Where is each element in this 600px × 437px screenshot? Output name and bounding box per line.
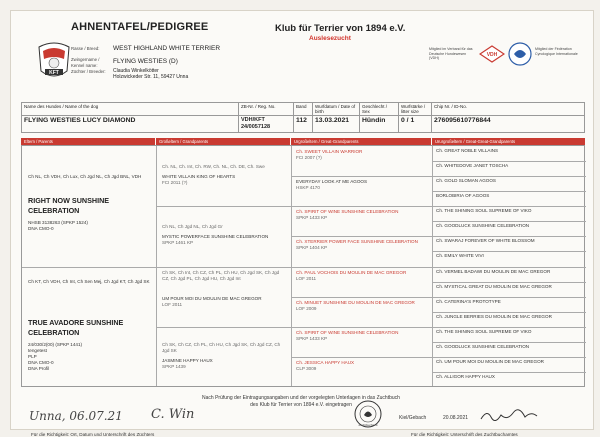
col-sex-header: Geschlecht / Sex <box>360 103 399 116</box>
breeder-label: Züchter / Breeder: <box>71 69 106 74</box>
ggp-name: Ch. EMILY WHITE VIVI <box>436 253 484 258</box>
grandparents-header: Großeltern / Grandparents <box>156 138 290 145</box>
great-great-grandparents-header: Ururgroßeltern / Great-Great-Grandparents <box>432 138 585 145</box>
great-grandparent-reg: HSKP 4170 <box>296 185 320 190</box>
breed-label: Rasse / Breed: <box>71 46 100 51</box>
stamp-text: Zuchtbuchamt <box>358 423 378 427</box>
dam-extra: DNA CMO-0 <box>28 360 54 365</box>
registration-note-1: Nach Prüfung der Eintragungsangaben und der vorgelegten Unterlagen in das Zuchtbuch <box>202 395 400 401</box>
grandparent-name: WHITE VILLAIN KING OF HEARTS <box>162 174 236 179</box>
ggp-name: Ch. MYSTICAL GREAT DU MOULIN DE MAC GREGOR <box>436 284 552 289</box>
breeding-note: Auslesezucht <box>309 35 351 42</box>
ggp-name: Ch. THE SHINING SOUL SUPREME OF VIKO <box>436 329 532 334</box>
dog-litter: 0 / 1 <box>399 116 432 133</box>
grandparent-name: MYSTIC POWERFACE SUNSHINE CELEBRATION <box>162 234 269 239</box>
dam-name-line2: CELEBRATION <box>28 328 80 337</box>
ggp-name: Ch. JUNGLE BERRIES DU MOULIN DE MAC GREGOR <box>436 314 552 319</box>
col-band-header: Band <box>294 103 313 116</box>
sire-titles: Ch NL, Ch VDH, Ch Lux, Ch Jgd NL, Ch Jgd BNL, VDH <box>28 174 142 179</box>
breeder-name: Claudia Winkelkötter <box>113 68 159 74</box>
great-grandparent-name: Ch. SPIRIT OF WINE SUNSHINE CELEBRATION <box>296 209 399 214</box>
dog-info-table <box>21 102 585 133</box>
col-dob-header: Wurfdatum / Date of birth <box>313 103 360 116</box>
great-grandparent-name: Ch. XTERRIER POWER FACE SUNSHINE CELEBRATION <box>296 239 418 244</box>
sire-dna: DNA CMO-0 <box>28 226 54 231</box>
col-chip-header: Chip Nr. / ID-No. <box>432 103 585 116</box>
breeder-address: Holzwickeder Str. 11, 59427 Unna <box>113 74 189 80</box>
fci-caption: Mitglied der Fédération Cynologique Internationale <box>535 47 578 56</box>
col-reg-header: ZB-Nr. / Reg. No. <box>239 103 294 116</box>
great-grandparent-name: Ch. PAUL VOCHOIS DU MOULIN DE MAC GREGOR <box>296 270 407 275</box>
grandparent-reg: SPKP 1461 KP <box>162 240 194 245</box>
fci-logo-icon <box>507 41 533 67</box>
office-signature-icon <box>479 407 539 423</box>
vdh-logo-text: VDH <box>486 52 498 58</box>
kft-logo-text: KFT <box>49 70 59 76</box>
divider <box>432 282 586 283</box>
grandparent-titles: Ch SK, Ch CZ, Ch PL, Ch HU, Ch Jgd SK, Ch Jgd CZ, Ch Jgd SK <box>162 342 281 353</box>
divider <box>432 312 586 313</box>
divider <box>432 146 433 386</box>
grandparent-name: UM POUR MOI DU MOULIN DE MAC GREGOR <box>162 296 262 301</box>
great-grandparent-reg: LOF 2009 <box>296 306 317 311</box>
col-name-header: Name des Hundes / Name of the dog <box>22 103 239 116</box>
great-grandparent-reg: FCI 2007 (?) <box>296 155 322 160</box>
great-grandparent-reg: SPKP 1404 KP <box>296 245 328 250</box>
ggp-name: Ch. ALLIGOR HAPPY HAUX <box>436 374 495 379</box>
kennel-value: FLYING WESTIES (D) <box>113 58 178 65</box>
club-name: Klub für Terrier von 1894 e.V. <box>275 23 406 34</box>
pedigree-certificate <box>10 10 594 437</box>
divider <box>432 342 586 343</box>
breeder-signature-place-date: Unna, 06.07.21 <box>29 409 123 423</box>
grandparent-reg: FCI 2011 (?) <box>162 180 188 185</box>
vdh-caption: Mitglied im Verband für das Deutsche Hundewesen (VDH) <box>429 47 473 60</box>
divider <box>432 191 586 192</box>
divider <box>156 327 586 328</box>
great-grandparent-reg: LOF 2011 <box>296 276 317 281</box>
great-grandparent-name: Ch. JESSICA HAPPY HAUX <box>296 360 355 365</box>
sire-name-line2: CELEBRATION <box>28 206 80 215</box>
great-grandparent-reg: CLP 3009 <box>296 366 317 371</box>
dog-sex: Hündin <box>360 116 399 133</box>
great-grandparent-name: Ch. SWEET VILLAIN WARRIOR <box>296 149 363 154</box>
great-grandparent-name: Ch. SPIRIT OF WINE SUNSHINE CELEBRATION <box>296 330 399 335</box>
kft-logo-icon <box>35 41 73 81</box>
dog-reg-no-line2: 24/0057128 <box>241 124 271 130</box>
pedigree-grid <box>21 145 585 387</box>
divider <box>156 146 157 386</box>
ggp-name: Ch. GOODLUCK SUNSHINE CELEBRATION <box>436 223 530 228</box>
sire-name-line1: RIGHT NOW SUNSHINE <box>28 196 110 205</box>
divider <box>22 267 586 268</box>
dam-titles: Ch KT, Ch VDH, Ch Int, Ch Sen Mej, Ch Jgd KT, Ch Jgd SK <box>28 279 150 284</box>
grandparent-reg: SPKP 1439 <box>162 364 186 369</box>
breeder-caption: Für die Richtigkeit: Ort, Datum und Unterschrift des Züchters <box>31 432 155 437</box>
document-title: AHNENTAFEL/PEDIGREE <box>71 21 209 33</box>
ggp-name: Ch. CATERINA'S PROTOTYPE <box>436 299 501 304</box>
grandparent-name: JASMINE HAPPY HAUX <box>162 358 213 363</box>
club-stamp-icon <box>353 399 383 429</box>
dam-extra: PLP <box>28 354 37 359</box>
ggp-name: Ch. GOODLUCK SUNSHINE CELEBRATION <box>436 344 530 349</box>
ggp-name: Ch. UM POUR MOI DU MOULIN DE MAC GREGOR <box>436 359 544 364</box>
sire-reg: NHSB 3138263 (SPKP 1524) <box>28 220 88 225</box>
dog-band: 112 <box>294 116 313 133</box>
dog-name: FLYING WESTIES LUCY DIAMOND <box>22 116 239 133</box>
divider <box>291 146 292 386</box>
great-grandparent-name: Ch. MINUET SUNSHINE DU MOULIN DE MAC GREGOR <box>296 300 415 305</box>
ggp-name: Ch. GOLD SLOMAN AGOOS <box>436 178 496 183</box>
great-grandparent-name: EVERYDAY LOOK AT ME AGOOS <box>296 179 368 184</box>
grandparent-reg: LOF 2011 <box>162 302 183 307</box>
great-grandparents-header: Urgroßeltern / Great-Grandparents <box>291 138 431 145</box>
divider <box>291 236 586 237</box>
divider <box>432 251 586 252</box>
office-caption: Für die Richtigkeit: Unterschrift des Zuchtbuchamtes <box>411 432 518 437</box>
dam-extra: DNA Profil <box>28 366 50 371</box>
divider <box>432 221 586 222</box>
office-place: Kiel/Gebach <box>399 415 427 421</box>
dog-reg-no <box>239 116 294 133</box>
divider <box>156 206 586 207</box>
grandparent-titles: Ch. NL, Ch. Int, Ch. RW, Ch. NL, Ch. DE, Ch. Swe <box>162 164 265 169</box>
dam-extra: tengetest <box>28 348 47 353</box>
ggp-name: Ch. GREAT NOBLE VILLAINS <box>436 148 499 153</box>
grandparent-titles: Ch NL, Ch Jgd NL, Ch Jgd Gr <box>162 224 223 229</box>
dog-chip: 276095610776844 <box>432 116 585 133</box>
divider <box>432 161 586 162</box>
dam-name-line1: TRUE AVADORE SUNSHINE <box>28 318 124 327</box>
divider <box>291 357 586 358</box>
dog-reg-no-line1: VDH/KFT <box>241 117 265 123</box>
grandparent-titles: Ch SK, Ch Int, Ch CZ, Ch PL, Ch HU, Ch Jgd SK, Ch Jgd CZ, Ch Jgd PL, Ch Jgd HU, Ch Jgd Int <box>162 270 280 281</box>
great-grandparent-reg: SPKP 1433 KP <box>296 336 328 341</box>
dog-dob: 13.03.2021 <box>313 116 360 133</box>
divider <box>291 176 586 177</box>
ggp-name: BORLOBIRIA OF AGOOS <box>436 193 490 198</box>
ggp-name: Ch. THE SHINING SOUL SUPREME OF VIKO <box>436 208 532 213</box>
parents-header: Eltern / Parents <box>21 138 155 145</box>
divider <box>291 297 586 298</box>
ggp-name: Ch. WHITEDOVE JANET TOSCHA <box>436 163 509 168</box>
ggp-name: Ch. SWARAJ FOREVER OF WHITE BLOSSOM <box>436 238 535 243</box>
vdh-logo-icon <box>479 45 505 63</box>
col-litter-header: Wurfstärke / litter size <box>399 103 432 116</box>
dam-reg: 24/030/2(00) (SPKP 1441) <box>28 342 83 347</box>
ggp-name: Ch. VERMEL BADAWI DU MOULIN DE MAC GREGOR <box>436 269 551 274</box>
registration-note-2: des Klub für Terrier von 1894 e.V. eingetragen <box>250 402 352 408</box>
kennel-label: Zwingername / Kennel name: <box>71 57 100 68</box>
great-grandparent-reg: SPKP 1433 KP <box>296 215 328 220</box>
breeder-signature: C. Win <box>151 407 195 422</box>
breed-value: WEST HIGHLAND WHITE TERRIER <box>113 45 221 52</box>
office-date: 20.08.2021 <box>443 415 469 421</box>
divider <box>432 372 586 373</box>
